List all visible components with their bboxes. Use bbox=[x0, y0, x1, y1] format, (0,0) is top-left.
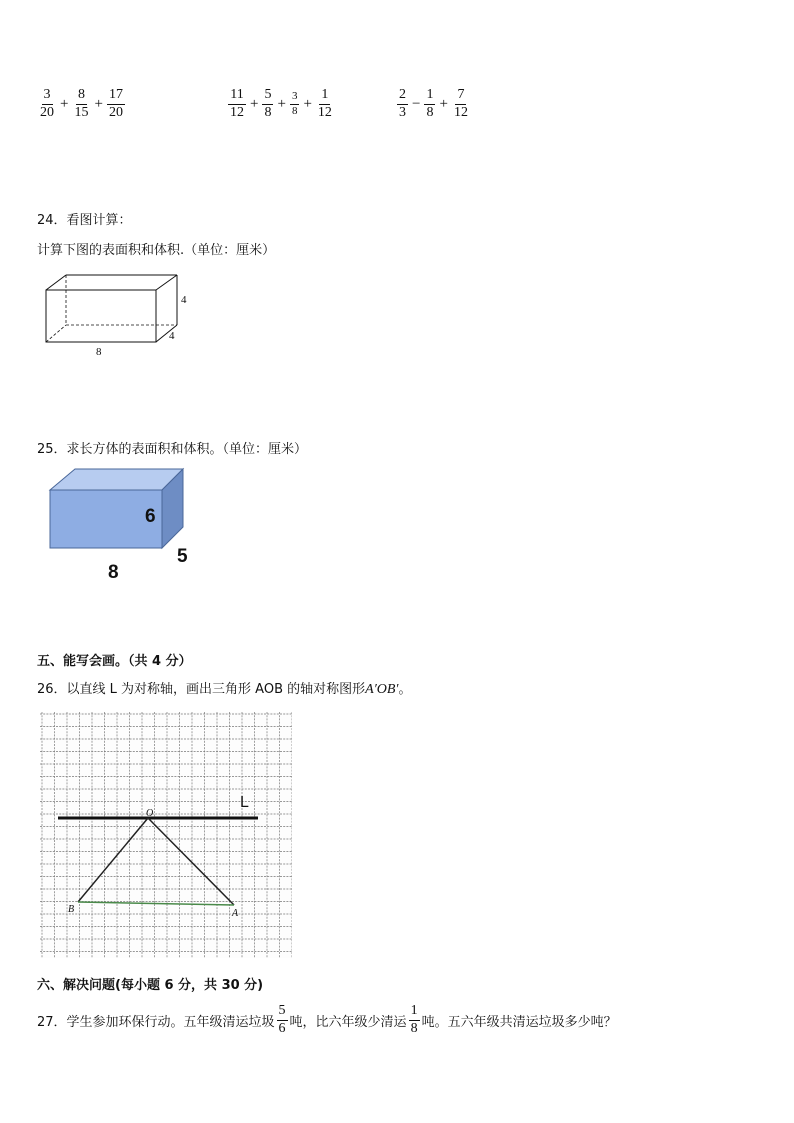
operator: + bbox=[439, 95, 448, 112]
operator: + bbox=[303, 95, 312, 112]
q25-height-label: 6 bbox=[145, 506, 156, 527]
fraction-denominator: 20 bbox=[40, 104, 54, 120]
q25-length-label: 8 bbox=[108, 562, 119, 583]
q24-cuboid-figure bbox=[40, 270, 200, 360]
fraction bbox=[228, 88, 246, 120]
fraction-numerator: 1 bbox=[319, 88, 330, 105]
fraction-denominator: 15 bbox=[74, 104, 89, 120]
fraction-denominator: 8 bbox=[426, 104, 434, 120]
operator: + bbox=[250, 95, 259, 112]
operator: − bbox=[412, 95, 421, 112]
expression-2 bbox=[226, 88, 336, 120]
fraction-denominator: 8 bbox=[264, 104, 272, 120]
operator: + bbox=[60, 95, 69, 112]
q27-fraction-1-num: 5 bbox=[277, 1004, 288, 1021]
q24-length-label: 8 bbox=[96, 346, 102, 358]
point-label-o: O bbox=[146, 808, 154, 819]
expression-1 bbox=[36, 88, 127, 120]
q25-top-face bbox=[50, 469, 183, 490]
fraction bbox=[262, 88, 273, 120]
fraction-denominator: 8 bbox=[291, 104, 298, 117]
fraction bbox=[38, 88, 56, 120]
fraction-numerator: 1 bbox=[424, 88, 435, 105]
fraction bbox=[72, 88, 90, 120]
fraction bbox=[452, 88, 470, 120]
q27-text bbox=[37, 1004, 617, 1036]
q27-fraction-2-num: 1 bbox=[409, 1004, 420, 1021]
expression-3 bbox=[395, 88, 472, 120]
q27-fraction-1-den: 6 bbox=[278, 1020, 286, 1036]
q26-text bbox=[37, 678, 412, 698]
section6-heading: 六、解决问题(每小题 6 分，共 30 分) bbox=[37, 978, 264, 993]
fraction-denominator: 12 bbox=[453, 104, 468, 120]
operator: + bbox=[94, 95, 103, 112]
operator: + bbox=[277, 95, 286, 112]
fraction-denominator: 3 bbox=[399, 104, 406, 120]
q25-width-label: 5 bbox=[177, 546, 188, 567]
fraction-denominator: 12 bbox=[317, 104, 332, 120]
point-label-b: B bbox=[68, 904, 75, 915]
axis-label-l: L bbox=[240, 794, 249, 811]
q27-part2: 吨，比六年级少清运 bbox=[289, 1014, 407, 1030]
fraction bbox=[424, 88, 435, 120]
fraction bbox=[107, 88, 125, 120]
q24-width-label: 4 bbox=[169, 330, 175, 342]
q27-fraction-2 bbox=[409, 1004, 420, 1036]
point-label-a: A bbox=[232, 908, 239, 919]
fraction-numerator: 7 bbox=[455, 88, 466, 105]
fraction bbox=[397, 88, 408, 120]
q26-math: A′OB′ bbox=[365, 682, 399, 697]
fraction bbox=[290, 91, 300, 117]
q25-cuboid-figure bbox=[45, 465, 205, 585]
fraction-numerator: 11 bbox=[228, 88, 245, 105]
q24-front-face bbox=[46, 290, 156, 342]
q26-text-suffix: 。 bbox=[398, 682, 412, 697]
fraction-numerator: 8 bbox=[76, 88, 87, 105]
q25-title: 25．求长方体的表面积和体积。（单位：厘米） bbox=[37, 442, 308, 457]
q24-height-label: 4 bbox=[181, 294, 187, 306]
q27-fraction-1 bbox=[277, 1004, 288, 1036]
section5-heading: 五、能写会画。（共 4 分） bbox=[37, 654, 192, 669]
q26-text-prefix: 26．以直线 L 为对称轴，画出三角形 AOB 的轴对称图形 bbox=[37, 682, 366, 697]
q26-grid-figure bbox=[40, 712, 292, 958]
fraction-numerator: 5 bbox=[262, 88, 273, 105]
fraction-denominator: 12 bbox=[230, 104, 244, 120]
fraction-numerator: 17 bbox=[107, 88, 125, 105]
q27-fraction-2-den: 8 bbox=[410, 1020, 418, 1036]
fraction bbox=[316, 88, 334, 120]
q24-title: 24．看图计算： bbox=[37, 213, 132, 228]
q27-part1: 27．学生参加环保行动。五年级清运垃圾 bbox=[37, 1014, 275, 1030]
q24-instruction: 计算下图的表面积和体积.（单位：厘米） bbox=[37, 243, 276, 258]
q27-part3: 吨。五六年级共清运垃圾多少吨？ bbox=[421, 1014, 617, 1030]
fraction-denominator: 20 bbox=[108, 104, 123, 120]
fraction-numerator: 3 bbox=[290, 91, 300, 105]
fraction-numerator: 3 bbox=[42, 88, 53, 105]
fraction-numerator: 2 bbox=[397, 88, 408, 105]
